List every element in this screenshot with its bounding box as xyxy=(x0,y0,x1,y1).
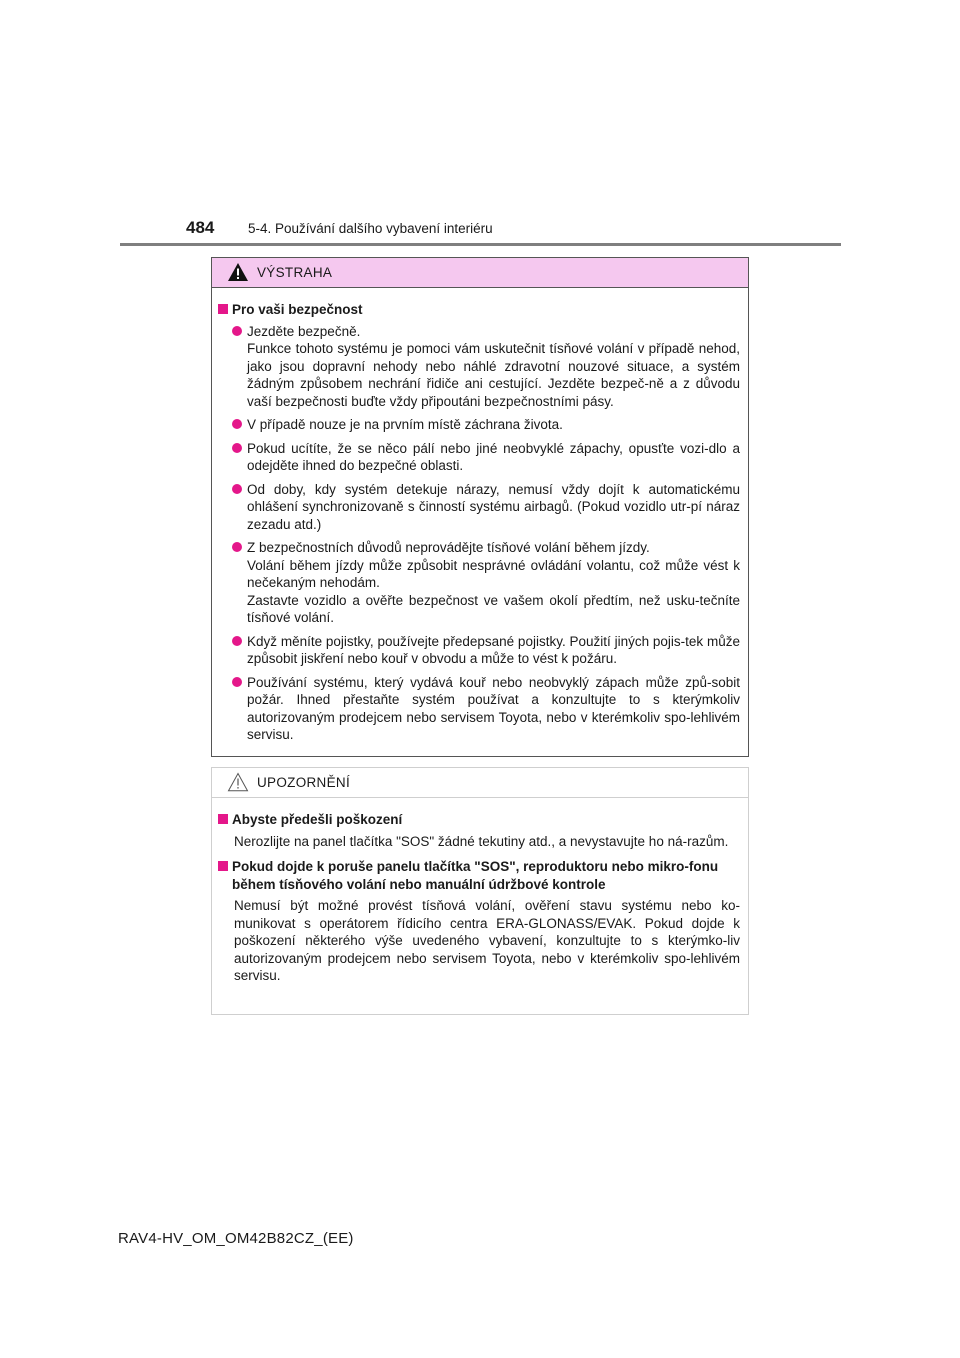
warning-bullet xyxy=(218,323,740,411)
caution-box xyxy=(211,767,749,1015)
warning-header xyxy=(212,258,748,288)
caution-paragraph: Nemusí být možné provést tísňová volání, ověření stavu systému nebo ko-munikovat s operátorem řídicího centra ERA-GLONASS/EVAK. Pokud dojde k poškození některého výše uvedeného vybavení, konzultujte to s kterýmko-liv autorizovaným prodejcem nebo servisem Toyota, nebo v kterémkoliv spo-lehlivém servisu. xyxy=(234,898,740,983)
bullet-text: Pokud ucítíte, že se něco pálí nebo jiné neobvyklé zápachy, opusťte vozi-dlo a odejděte ihned do bezpečné oblasti. xyxy=(247,440,740,473)
bullet-text: V případě nouze je na prvním místě záchrana života. xyxy=(247,417,563,432)
page-number: 484 xyxy=(186,218,215,237)
circle-bullet-icon xyxy=(232,542,242,552)
bullet-text: Jezděte bezpečně. Funkce tohoto systému je pomoci vám uskutečnit tísňové volání v případě nehod, jako jsou dopravní nehody nebo náhlé zdravotní nouzové situace, a systém žádným způsobem nechrání řidiče ani cestující. Jezděte bezpeč-ně a z důvodu vaší bezpečnosti buďte vždy připoutáni bezpečnostními pásy. xyxy=(247,323,740,409)
warning-label: VÝSTRAHA xyxy=(257,265,333,280)
caution-topic xyxy=(218,811,740,829)
warning-bullet xyxy=(218,481,740,534)
warning-bullet xyxy=(218,416,740,434)
circle-bullet-icon xyxy=(232,636,242,646)
circle-bullet-icon xyxy=(232,419,242,429)
section-title: 5-4. Používání dalšího vybavení interiéru xyxy=(248,221,493,236)
circle-bullet-icon xyxy=(232,326,242,336)
warning-topic xyxy=(218,301,740,319)
caution-topic-text: Abyste předešli poškození xyxy=(232,812,403,827)
circle-bullet-icon xyxy=(232,677,242,687)
caution-topic-text: Pokud dojde k poruše panelu tlačítka "SOS", reproduktoru nebo mikro-fonu během tísňového volání nebo manuální údržbové kontrole xyxy=(232,859,719,892)
caution-header xyxy=(212,768,748,798)
square-bullet-icon xyxy=(218,814,228,824)
warning-bullet xyxy=(218,539,740,627)
caution-topic xyxy=(218,858,740,893)
header-divider xyxy=(120,243,841,246)
bullet-text: Od doby, kdy systém detekuje nárazy, nemusí vždy dojít k automatickému ohlášení synchronizovaně s činností systému airbagů. (Pokud vozidlo utr-pí náraz zezadu atd.) xyxy=(247,481,740,532)
square-bullet-icon xyxy=(218,304,228,314)
bullet-text: Když měníte pojistky, používejte předepsané pojistky. Použití jiných pojis-tek může způsobit jiskření nebo kouř v obvodu a může to vést k požáru. xyxy=(247,633,740,666)
warning-content xyxy=(212,288,748,744)
square-bullet-icon xyxy=(218,861,228,871)
circle-bullet-icon xyxy=(232,484,242,494)
document-code: RAV4-HV_OM_OM42B82CZ_(EE) xyxy=(118,1230,354,1247)
warning-bullet xyxy=(218,633,740,668)
caution-content xyxy=(212,798,748,985)
warning-bullet xyxy=(218,674,740,744)
circle-bullet-icon xyxy=(232,443,242,453)
page-header xyxy=(186,218,493,238)
caution-triangle-icon xyxy=(227,772,249,792)
warning-topic-text: Pro vaši bezpečnost xyxy=(232,302,363,317)
caution-paragraph: Nerozlijte na panel tlačítka "SOS" žádné tekutiny atd., a nevystavujte ho ná-razům. xyxy=(234,833,729,849)
warning-bullet xyxy=(218,440,740,475)
caution-label: UPOZORNĚNÍ xyxy=(257,775,351,790)
bullet-text: Z bezpečnostních důvodů neprovádějte tísňové volání během jízdy. Volání během jízdy může způsobit nesprávné ovládání volantu, což může vést k nečekaným nehodám. Zastavte vozidlo a ověřte bezpečnost ve vašem okolí předtím, než usku-tečníte tísňové volání. xyxy=(247,540,740,625)
warning-box xyxy=(211,257,749,757)
bullet-text: Používání systému, který vydává kouř nebo neobvyklý zápach může způ-sobit požár. Ihned přestaňte systém používat a konzultujte to s kterýmkoliv autorizovaným prodejcem nebo servisem Toyota, nebo v kterémkoliv spo-lehlivém servisu. xyxy=(247,674,740,742)
warning-triangle-icon xyxy=(227,262,249,282)
